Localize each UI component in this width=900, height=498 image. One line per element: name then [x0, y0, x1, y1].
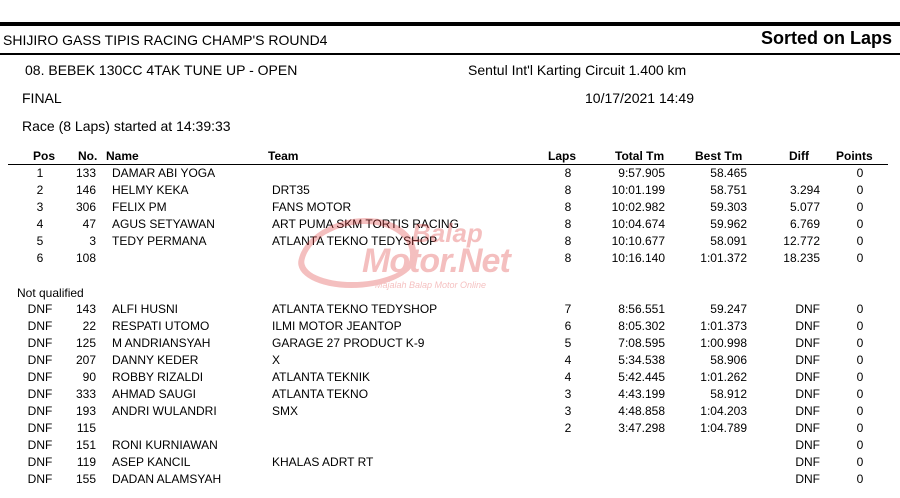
cell-diff: DNF: [795, 455, 820, 469]
cell-points: 0: [856, 421, 864, 435]
cell-team: FANS MOTOR: [272, 200, 352, 214]
cell-team: ATLANTA TEKNO: [272, 387, 369, 401]
cell-best: 58.465: [710, 166, 747, 180]
sort-label: Sorted on Laps: [760, 28, 892, 48]
cell-best: 59.962: [710, 217, 747, 231]
result-row: [0, 200, 900, 217]
cell-total: 4:43.199: [618, 387, 665, 401]
cell-best: 58.912: [710, 387, 747, 401]
cell-pos: 5: [36, 234, 44, 248]
cell-no: 151: [75, 438, 96, 452]
cell-laps: 8: [564, 183, 572, 197]
cell-name: RONI KURNIAWAN: [112, 438, 218, 452]
event-title: SHIJIRO GASS TIPIS RACING CHAMP'S ROUND4: [3, 32, 328, 48]
cell-best: 58.091: [710, 234, 747, 248]
cell-best: 1:00.998: [700, 336, 747, 350]
session-label: FINAL: [22, 90, 62, 106]
cell-no: 119: [76, 455, 96, 469]
cell-laps: 4: [564, 370, 572, 384]
dnf-row: [0, 387, 900, 404]
cell-no: 146: [75, 183, 96, 197]
cell-points: 0: [856, 336, 864, 350]
cell-pos: DNF: [27, 472, 53, 486]
dnf-row: [0, 421, 900, 438]
cell-total: 10:01.199: [611, 183, 665, 197]
cell-points: 0: [856, 438, 864, 452]
cell-laps: 8: [564, 166, 572, 180]
cell-laps: 8: [564, 200, 572, 214]
cell-no: 207: [75, 353, 96, 367]
cell-no: 47: [82, 217, 96, 231]
cell-points: 0: [856, 251, 864, 265]
result-row: [0, 234, 900, 251]
cell-total: 10:16.140: [611, 251, 665, 265]
dnf-row: [0, 319, 900, 336]
cell-points: 0: [856, 234, 864, 248]
cell-pos: DNF: [27, 370, 53, 384]
col-header-no: No.: [78, 149, 98, 163]
cell-diff: DNF: [795, 336, 820, 350]
cell-laps: 6: [564, 319, 572, 333]
col-header-diff: Diff: [789, 149, 809, 163]
result-row: [0, 183, 900, 200]
cell-no: 306: [75, 200, 96, 214]
cell-total: 3:47.298: [618, 421, 665, 435]
cell-points: 0: [856, 166, 864, 180]
cell-total: 5:42.445: [618, 370, 665, 384]
cell-name: DADAN ALAMSYAH: [112, 472, 222, 486]
cell-team: ATLANTA TEKNIK: [272, 370, 371, 384]
cell-points: 0: [856, 387, 864, 401]
cell-team: ATLANTA TEKNO TEDYSHOP: [272, 302, 438, 316]
cell-diff: DNF: [795, 404, 820, 418]
cell-team: KHALAS ADRT RT: [272, 455, 374, 469]
cell-no: 133: [75, 166, 96, 180]
cell-best: 59.303: [710, 200, 747, 214]
cell-diff: DNF: [795, 353, 820, 367]
cell-total: 10:02.982: [611, 200, 665, 214]
cell-best: 1:04.203: [700, 404, 747, 418]
col-header-points: Points: [836, 149, 873, 163]
cell-laps: 5: [564, 336, 572, 350]
dnf-row: [0, 336, 900, 353]
cell-laps: 8: [564, 251, 572, 265]
cell-laps: 3: [564, 404, 572, 418]
dnf-row: [0, 302, 900, 319]
cell-pos: DNF: [27, 455, 53, 469]
not-qualified-label: Not qualified: [17, 286, 84, 300]
cell-total: 8:05.302: [618, 319, 665, 333]
cell-no: 90: [82, 370, 96, 384]
cell-no: 193: [75, 404, 96, 418]
cell-best: 1:01.373: [700, 319, 747, 333]
cell-pos: 2: [36, 183, 44, 197]
cell-diff: DNF: [795, 421, 820, 435]
cell-name: ANDRI WULANDRI: [112, 404, 217, 418]
cell-points: 0: [856, 302, 864, 316]
dnf-row: [0, 370, 900, 387]
cell-pos: DNF: [27, 387, 53, 401]
cell-pos: 3: [36, 200, 44, 214]
dnf-row: [0, 404, 900, 421]
cell-name: ASEP KANCIL: [112, 455, 191, 469]
cell-laps: 8: [564, 234, 572, 248]
cell-laps: 4: [564, 353, 572, 367]
cell-total: 10:04.674: [611, 217, 665, 231]
cell-team: DRT35: [272, 183, 310, 197]
cell-team: ILMI MOTOR JEANTOP: [272, 319, 402, 333]
header-underline: [8, 164, 888, 165]
cell-diff: 5.077: [789, 200, 820, 214]
dnf-row: [0, 353, 900, 370]
cell-diff: DNF: [795, 387, 820, 401]
cell-best: 1:04.789: [700, 421, 747, 435]
race-datetime: 10/17/2021 14:49: [585, 90, 694, 106]
cell-points: 0: [856, 370, 864, 384]
cell-pos: 1: [36, 166, 44, 180]
title-bar: [0, 26, 900, 52]
col-header-laps: Laps: [548, 149, 577, 163]
cell-name: AHMAD SAUGI: [112, 387, 197, 401]
dnf-row: [0, 438, 900, 455]
cell-laps: 2: [564, 421, 572, 435]
cell-name: RESPATI UTOMO: [112, 319, 210, 333]
cell-pos: DNF: [27, 336, 53, 350]
dnf-row: [0, 455, 900, 472]
cell-total: 7:08.595: [618, 336, 665, 350]
cell-total: 8:56.551: [618, 302, 665, 316]
race-class: 08. BEBEK 130CC 4TAK TUNE UP - OPEN: [25, 62, 298, 78]
cell-laps: 8: [564, 217, 572, 231]
cell-no: 3: [89, 234, 96, 248]
cell-no: 108: [75, 251, 96, 265]
result-row: [0, 166, 900, 183]
cell-total: 4:48.858: [618, 404, 665, 418]
cell-name: M ANDRIANSYAH: [112, 336, 211, 350]
cell-points: 0: [856, 200, 864, 214]
cell-laps: 7: [564, 302, 572, 316]
cell-name: FELIX PM: [112, 200, 167, 214]
cell-pos: 6: [36, 251, 44, 265]
cell-pos: DNF: [27, 302, 53, 316]
cell-no: 143: [75, 302, 96, 316]
cell-name: DANNY KEDER: [112, 353, 199, 367]
cell-no: 155: [75, 472, 96, 486]
col-header-pos: Pos: [33, 149, 56, 163]
cell-points: 0: [856, 217, 864, 231]
cell-diff: 12.772: [783, 234, 820, 248]
cell-no: 115: [76, 421, 96, 435]
cell-diff: DNF: [795, 472, 820, 486]
dnf-row: [0, 472, 900, 489]
cell-diff: DNF: [795, 302, 820, 316]
cell-laps: 3: [564, 387, 572, 401]
cell-pos: DNF: [27, 438, 53, 452]
cell-total: 9:57.905: [618, 166, 665, 180]
watermark-main-text: Motor.Net: [362, 242, 510, 280]
cell-team: ART PUMA SKM TORTIS RACING: [272, 217, 459, 231]
cell-points: 0: [856, 183, 864, 197]
cell-diff: DNF: [795, 370, 820, 384]
title-underline: [0, 53, 900, 55]
cell-diff: DNF: [795, 319, 820, 333]
cell-name: AGUS SETYAWAN: [112, 217, 215, 231]
cell-pos: DNF: [27, 353, 53, 367]
col-header-total: Total Tm: [615, 149, 665, 163]
cell-best: 1:01.372: [700, 251, 747, 265]
cell-diff: 6.769: [789, 217, 820, 231]
cell-diff: 18.235: [783, 251, 820, 265]
cell-name: DAMAR ABI YOGA: [112, 166, 216, 180]
cell-no: 22: [82, 319, 96, 333]
watermark-tagline: Majalah Balap Motor Online: [375, 280, 487, 290]
cell-points: 0: [856, 455, 864, 469]
cell-points: 0: [856, 353, 864, 367]
result-row: [0, 217, 900, 234]
result-row: [0, 251, 900, 268]
col-header-team: Team: [268, 149, 299, 163]
cell-team: GARAGE 27 PRODUCT K-9: [272, 336, 425, 350]
col-header-name: Name: [106, 149, 139, 163]
cell-pos: DNF: [27, 319, 53, 333]
cell-total: 5:34.538: [618, 353, 665, 367]
col-header-best: Best Tm: [695, 149, 743, 163]
cell-best: 58.751: [710, 183, 747, 197]
cell-pos: DNF: [27, 421, 53, 435]
cell-name: TEDY PERMANA: [112, 234, 207, 248]
cell-no: 125: [75, 336, 96, 350]
cell-diff: 3.294: [789, 183, 820, 197]
cell-best: 59.247: [710, 302, 747, 316]
cell-team: X: [272, 353, 281, 367]
cell-pos: DNF: [27, 404, 53, 418]
cell-team: ATLANTA TEKNO TEDYSHOP: [272, 234, 438, 248]
cell-team: SMX: [272, 404, 299, 418]
cell-total: 10:10.677: [611, 234, 665, 248]
cell-points: 0: [856, 472, 864, 486]
cell-pos: 4: [36, 217, 44, 231]
cell-diff: DNF: [795, 438, 820, 452]
watermark-top-text: Balap: [412, 218, 483, 248]
cell-name: ALFI HUSNI: [112, 302, 179, 316]
cell-best: 58.906: [710, 353, 747, 367]
cell-name: HELMY KEKA: [112, 183, 189, 197]
cell-points: 0: [856, 319, 864, 333]
cell-name: ROBBY RIZALDI: [112, 370, 204, 384]
cell-best: 1:01.262: [700, 370, 747, 384]
circuit-name: Sentul Int'l Karting Circuit 1.400 km: [468, 62, 687, 78]
race-start-info: Race (8 Laps) started at 14:39:33: [22, 118, 231, 134]
cell-points: 0: [856, 404, 864, 418]
cell-no: 333: [75, 387, 96, 401]
